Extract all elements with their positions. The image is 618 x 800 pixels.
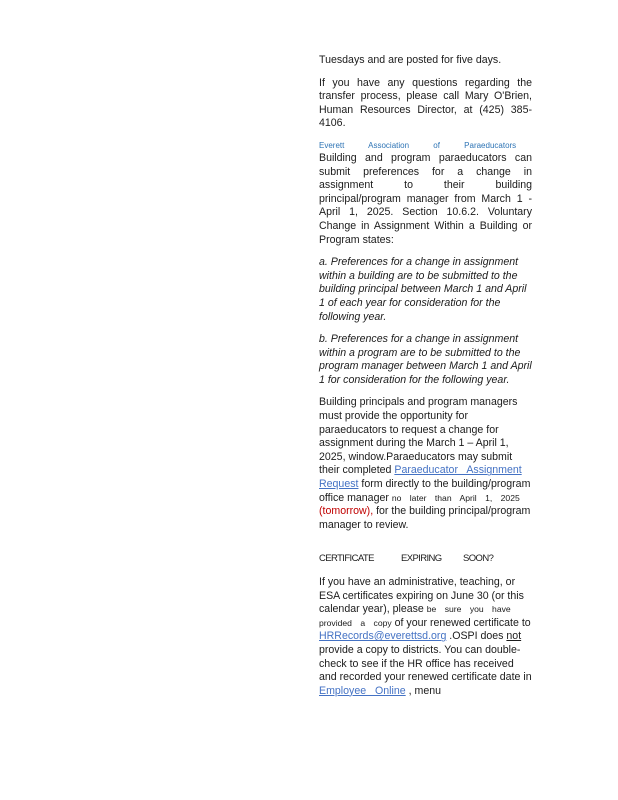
employee-online-link[interactable]: Employee Online (319, 684, 406, 697)
certificate-text-5: , menu (405, 684, 442, 697)
section-heading-association: Everett Association of Paraeducators (319, 140, 517, 150)
certificate-text-2: of your renewed certificate to (391, 616, 531, 629)
window-text-2: form directly to the building/program office manager (319, 478, 531, 504)
paragraph-window (319, 396, 532, 532)
certificate-heading (319, 552, 532, 566)
not-emphasis: not (506, 630, 522, 643)
document-column (319, 54, 532, 707)
deadline-text: no later than April 1, 2025 (391, 492, 520, 503)
paraeducators-body: Building and program paraeducators can submit preferences for a change in assignment to their building principal/program manager from March 1 - April 1, 2025. Section 10.6.2. Voluntary Change in Assignment Within a Building or Program states: (319, 151, 532, 246)
paragraph-posting: Tuesdays and are posted for five days. (319, 54, 502, 66)
cert-heading-word-2: EXPIRING (401, 553, 442, 565)
paragraph-clause-a: a. Preferences for a change in assignment within a building are to be submitted to the building principal between March 1 and April 1 of each year for consideration for the following year. (319, 256, 527, 323)
tomorrow-note: (tomorrow), (319, 505, 374, 518)
cert-heading-word-1: CERTIFICATE (319, 553, 374, 565)
window-text: Building principals and program managers must provide the opportunity for paraeducators to request a change for assignment during the March 1 – April 1, 2025, window.Paraeducators may submit their completed (319, 396, 518, 477)
paraeducator-assignment-request-link[interactable]: Paraeducator Assignment Request (319, 464, 522, 491)
paragraph-clause-b: b. Preferences for a change in assignment within a program are to be submitted to the program manager between March 1 and April 1 for consideration for the following year. (319, 333, 532, 386)
certificate-text: If you have an administrative, teaching, or ESA certificates expiring on June 30 (or this calendar year), please (319, 576, 524, 616)
paragraph-questions: If you have any questions regarding the transfer process, please call Mary O'Brien, Human Resources Director, at (425) 385-4106. (319, 76, 532, 130)
paragraph-paraeducators (319, 140, 532, 247)
provided-copy-text: be sure you have provided a copy (319, 604, 511, 628)
window-text-3: for the building principal/program manager to review. (319, 505, 531, 531)
certificate-text-3: .OSPI does (446, 630, 507, 643)
cert-heading-word-3: SOON? (463, 553, 494, 565)
certificate-text-4: provide a copy to districts. You can double-check to see if the HR office has received and recorded your renewed certificate date in (319, 643, 532, 684)
hr-records-email-link[interactable]: HRRecords@everettsd.org (319, 630, 447, 643)
paragraph-certificate (319, 576, 532, 698)
